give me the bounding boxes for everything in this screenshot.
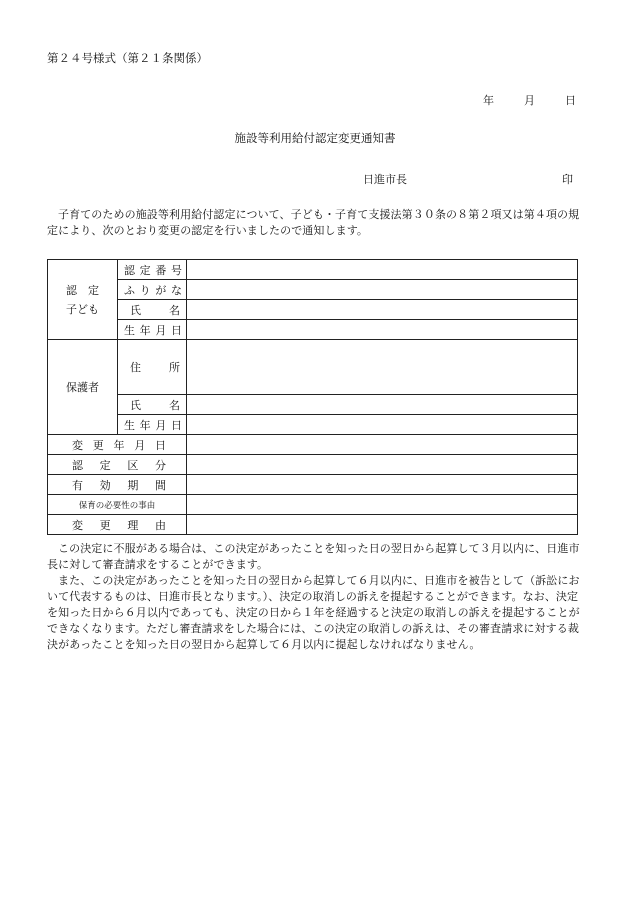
form-number: 第２４号様式（第２１条関係） — [47, 51, 208, 65]
childcare-reason-label: 保育の必要性の事由 — [48, 495, 187, 515]
child-furigana-value[interactable] — [187, 280, 578, 300]
table-row — [48, 320, 578, 340]
child-group-label-line2: 子ども — [66, 302, 99, 316]
valid-period-label: 有効期間 — [48, 475, 187, 495]
date-line — [483, 92, 576, 108]
child-field-label: ふりがな — [118, 280, 187, 300]
change-date-label: 変更年月日 — [48, 435, 187, 455]
table-row — [48, 495, 578, 515]
child-group-label — [48, 260, 118, 340]
table-row — [48, 455, 578, 475]
form-table — [47, 259, 578, 535]
appeal-note: この決定に不服がある場合は、この決定があったことを知った日の翌日から起算して３月以内に、日進市長に対して審査請求をすることができます。 — [47, 542, 580, 571]
child-field-label: 氏名 — [118, 300, 187, 320]
table-row — [48, 435, 578, 455]
notes-section — [47, 541, 581, 653]
document-title: 施設等利用給付認定変更通知書 — [234, 131, 396, 145]
guardian-address-value[interactable] — [187, 340, 578, 395]
table-row — [48, 475, 578, 495]
table-row — [48, 260, 578, 280]
guardian-field-label: 生年月日 — [118, 415, 187, 435]
child-group-label-line1: 認 定 — [66, 283, 99, 297]
lawsuit-note: また、この決定があったことを知った日の翌日から起算して６月以内に、日進市を被告として（訴訟において代表するものは、日進市長となります。）、決定の取消しの訴えを提起することができます。なお、決定を知った日から６月以内であっても、決定の日から１年を経過すると決定の取消しの訴えを提起することができなくなります。ただし審査請求をした場合には、この決定の取消しの訴えは、その審査請求に対する裁決があったことを知った日の翌日から起算して６月以内に提起しなければなりません。 — [47, 574, 580, 651]
guardian-group-label: 保護者 — [48, 340, 118, 435]
child-field-label: 認定番号 — [118, 260, 187, 280]
table-row — [48, 300, 578, 320]
table-row — [48, 395, 578, 415]
table-row — [48, 340, 578, 395]
guardian-field-label: 氏名 — [118, 395, 187, 415]
seal-mark: 印 — [562, 173, 573, 186]
table-row — [48, 415, 578, 435]
date-year-label: 年 — [483, 94, 494, 107]
child-name-value[interactable] — [187, 300, 578, 320]
date-month-label: 月 — [524, 94, 535, 107]
table-row — [48, 515, 578, 535]
child-birthdate-value[interactable] — [187, 320, 578, 340]
change-reason-label: 変更理由 — [48, 515, 187, 535]
child-cert-number-value[interactable] — [187, 260, 578, 280]
date-day-label: 日 — [565, 94, 576, 107]
cert-category-label: 認定区分 — [48, 455, 187, 475]
change-date-value[interactable] — [187, 435, 578, 455]
guardian-field-label: 住所 — [118, 340, 187, 395]
issuer-name: 日進市長 — [363, 173, 407, 186]
guardian-name-value[interactable] — [187, 395, 578, 415]
guardian-birthdate-value[interactable] — [187, 415, 578, 435]
child-field-label: 生年月日 — [118, 320, 187, 340]
table-row — [48, 280, 578, 300]
childcare-reason-value[interactable] — [187, 495, 578, 515]
change-reason-value[interactable] — [187, 515, 578, 535]
intro-paragraph: 子育てのための施設等利用給付認定について、子ども・子育て支援法第３０条の８第２項又は第４項の規定により、次のとおり変更の認定を行いましたので通知します。 — [47, 208, 580, 237]
cert-category-value[interactable] — [187, 455, 578, 475]
valid-period-value[interactable] — [187, 475, 578, 495]
